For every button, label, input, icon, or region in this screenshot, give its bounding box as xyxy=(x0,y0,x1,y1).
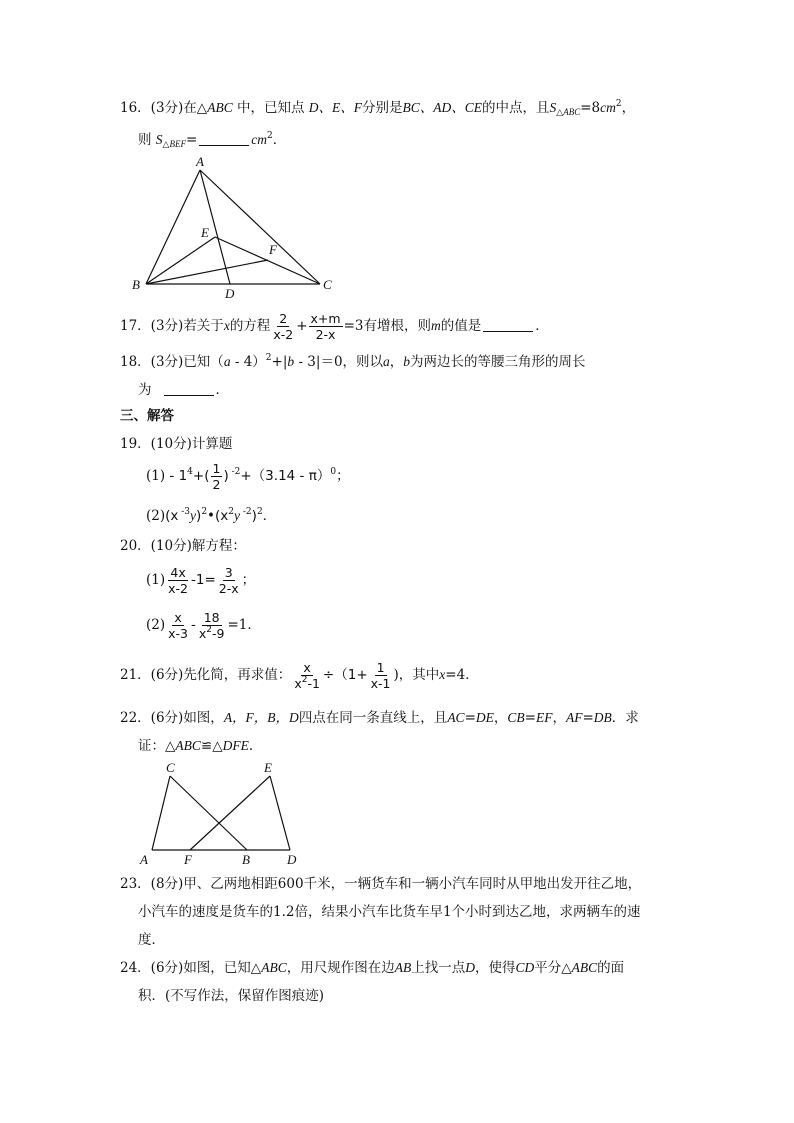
q22-label: 22．(6分) xyxy=(120,710,184,726)
fraction: $\frac{4x}{x-2}$ xyxy=(168,565,188,596)
figure-label-d: D xyxy=(287,852,297,867)
q22-line1: 22．(6分)如图，A，F，B，D四点在同一条直线上，且AC=DE，CB=EF，AF=DB．求 xyxy=(120,710,639,726)
q20-label: 20．(10分) xyxy=(120,538,192,554)
fraction: $\frac{x+m}{2-x}$ xyxy=(310,311,341,342)
fraction: $\frac{2}{x-2}$ xyxy=(273,311,294,342)
q24-line2: 积．(不写作法，保留作图痕迹) xyxy=(138,988,325,1004)
q24-label: 24．(6分) xyxy=(120,960,184,976)
section-heading: 三、解答 xyxy=(120,408,174,424)
fraction: $\frac{3}{2-x}$ xyxy=(218,565,239,596)
q16-line2: 则 $S_{\triangle BEF}= cm^2$． xyxy=(138,131,287,149)
q19-part2: (2)(x $^{-3}y)^2•(x^2y$ $^{-2}$)$^2$． xyxy=(146,507,277,524)
fraction: $\frac{x}{x^2-1}$ xyxy=(294,660,320,691)
q16-triangle-figure xyxy=(130,150,350,302)
q19-part1: $(1) - 1^4+$( $\frac{1}{2}$ ) $^{-2}$+（3.14 - π）$^0$； xyxy=(146,461,350,492)
answer-blank xyxy=(483,318,533,332)
q20-line: 20．(10分)解方程： xyxy=(120,538,246,554)
q23-line2: 小汽车的速度是货车的1.2倍，结果小汽车比货车早1个小时到达乙地，求两辆车的速 xyxy=(138,904,641,920)
answer-blank xyxy=(199,132,249,146)
figure-label-d: D xyxy=(225,286,235,301)
figure-label-e: E xyxy=(201,225,209,240)
figure-label-f: F xyxy=(269,242,277,257)
q20-part2: (2) $\frac{x}{x-3}$ - $\frac{18}{x^2-9}$ =1． xyxy=(146,610,261,641)
figure-label-c: C xyxy=(323,277,332,292)
figure-label-f: F xyxy=(184,852,192,867)
q18-line2: 为 ． xyxy=(138,382,229,398)
q18-label: 18．(3分) xyxy=(120,354,184,370)
q21-label: 21．(6分) xyxy=(120,667,184,683)
q19-label: 19．(10分) xyxy=(120,436,192,452)
figure-label-b: B xyxy=(132,277,140,292)
fraction: $\frac{x}{x-3}$ xyxy=(168,610,188,641)
fraction: $\frac{1}{2}$ xyxy=(212,461,221,492)
q23-line1: 23．(8分)甲、乙两地相距600千米，一辆货车和一辆小汽车同时从甲地出发开往乙地， xyxy=(120,876,642,892)
figure-label-a: A xyxy=(140,852,148,867)
q23-line3: 度． xyxy=(138,932,165,948)
fraction: $\frac{1}{x-1}$ xyxy=(370,660,391,691)
q23-label: 23．(8分) xyxy=(120,876,184,892)
q16-line1: 16．(3分)在△ABC 中，已知点 D、E、F分别是BC、AD、CE的中点，且$S_{\triangle ABC}=8cm^2$， xyxy=(120,99,636,117)
fraction: $\frac{18}{x^2-9}$ xyxy=(198,610,225,641)
q17-label: 17．(3分) xyxy=(120,318,184,334)
q18-line1: 18．(3分)已知（a - 4）$^2$+|b - 3|＝0，则以a，b为两边长的等腰三角形的周长 xyxy=(120,353,586,370)
figure-label-e: E xyxy=(264,760,272,775)
answer-blank xyxy=(164,382,214,396)
q22-figure xyxy=(132,758,312,870)
q16-label: 16．(3分) xyxy=(120,100,184,116)
q24-line1: 24．(6分)如图，已知△ABC，用尺规作图在边AB上找一点D，使得CD平分△ABC的面 xyxy=(120,960,625,976)
figure-label-a: A xyxy=(196,154,204,169)
figure-label-b: B xyxy=(242,852,250,867)
q21-line: 21．(6分)先化简，再求值： $\frac{x}{x^2-1}$ ÷（1+ $\frac{1}{x-1}$ )，其中x=4． xyxy=(120,660,479,691)
q20-part1: (1) $\frac{4x}{x-2}$ -1= $\frac{3}{2-x}$ ； xyxy=(146,565,256,596)
q22-line2: 证：△ABC≌△DFE． xyxy=(138,738,263,754)
q19-line: 19．(10分)计算题 xyxy=(120,436,233,452)
figure-label-c: C xyxy=(166,760,175,775)
q17-line: 17．(3分)若关于x的方程 $\frac{2}{x-2}$ + $\frac{x+m}{2-x}$ =3有增根，则m的值是 ． xyxy=(120,311,549,342)
